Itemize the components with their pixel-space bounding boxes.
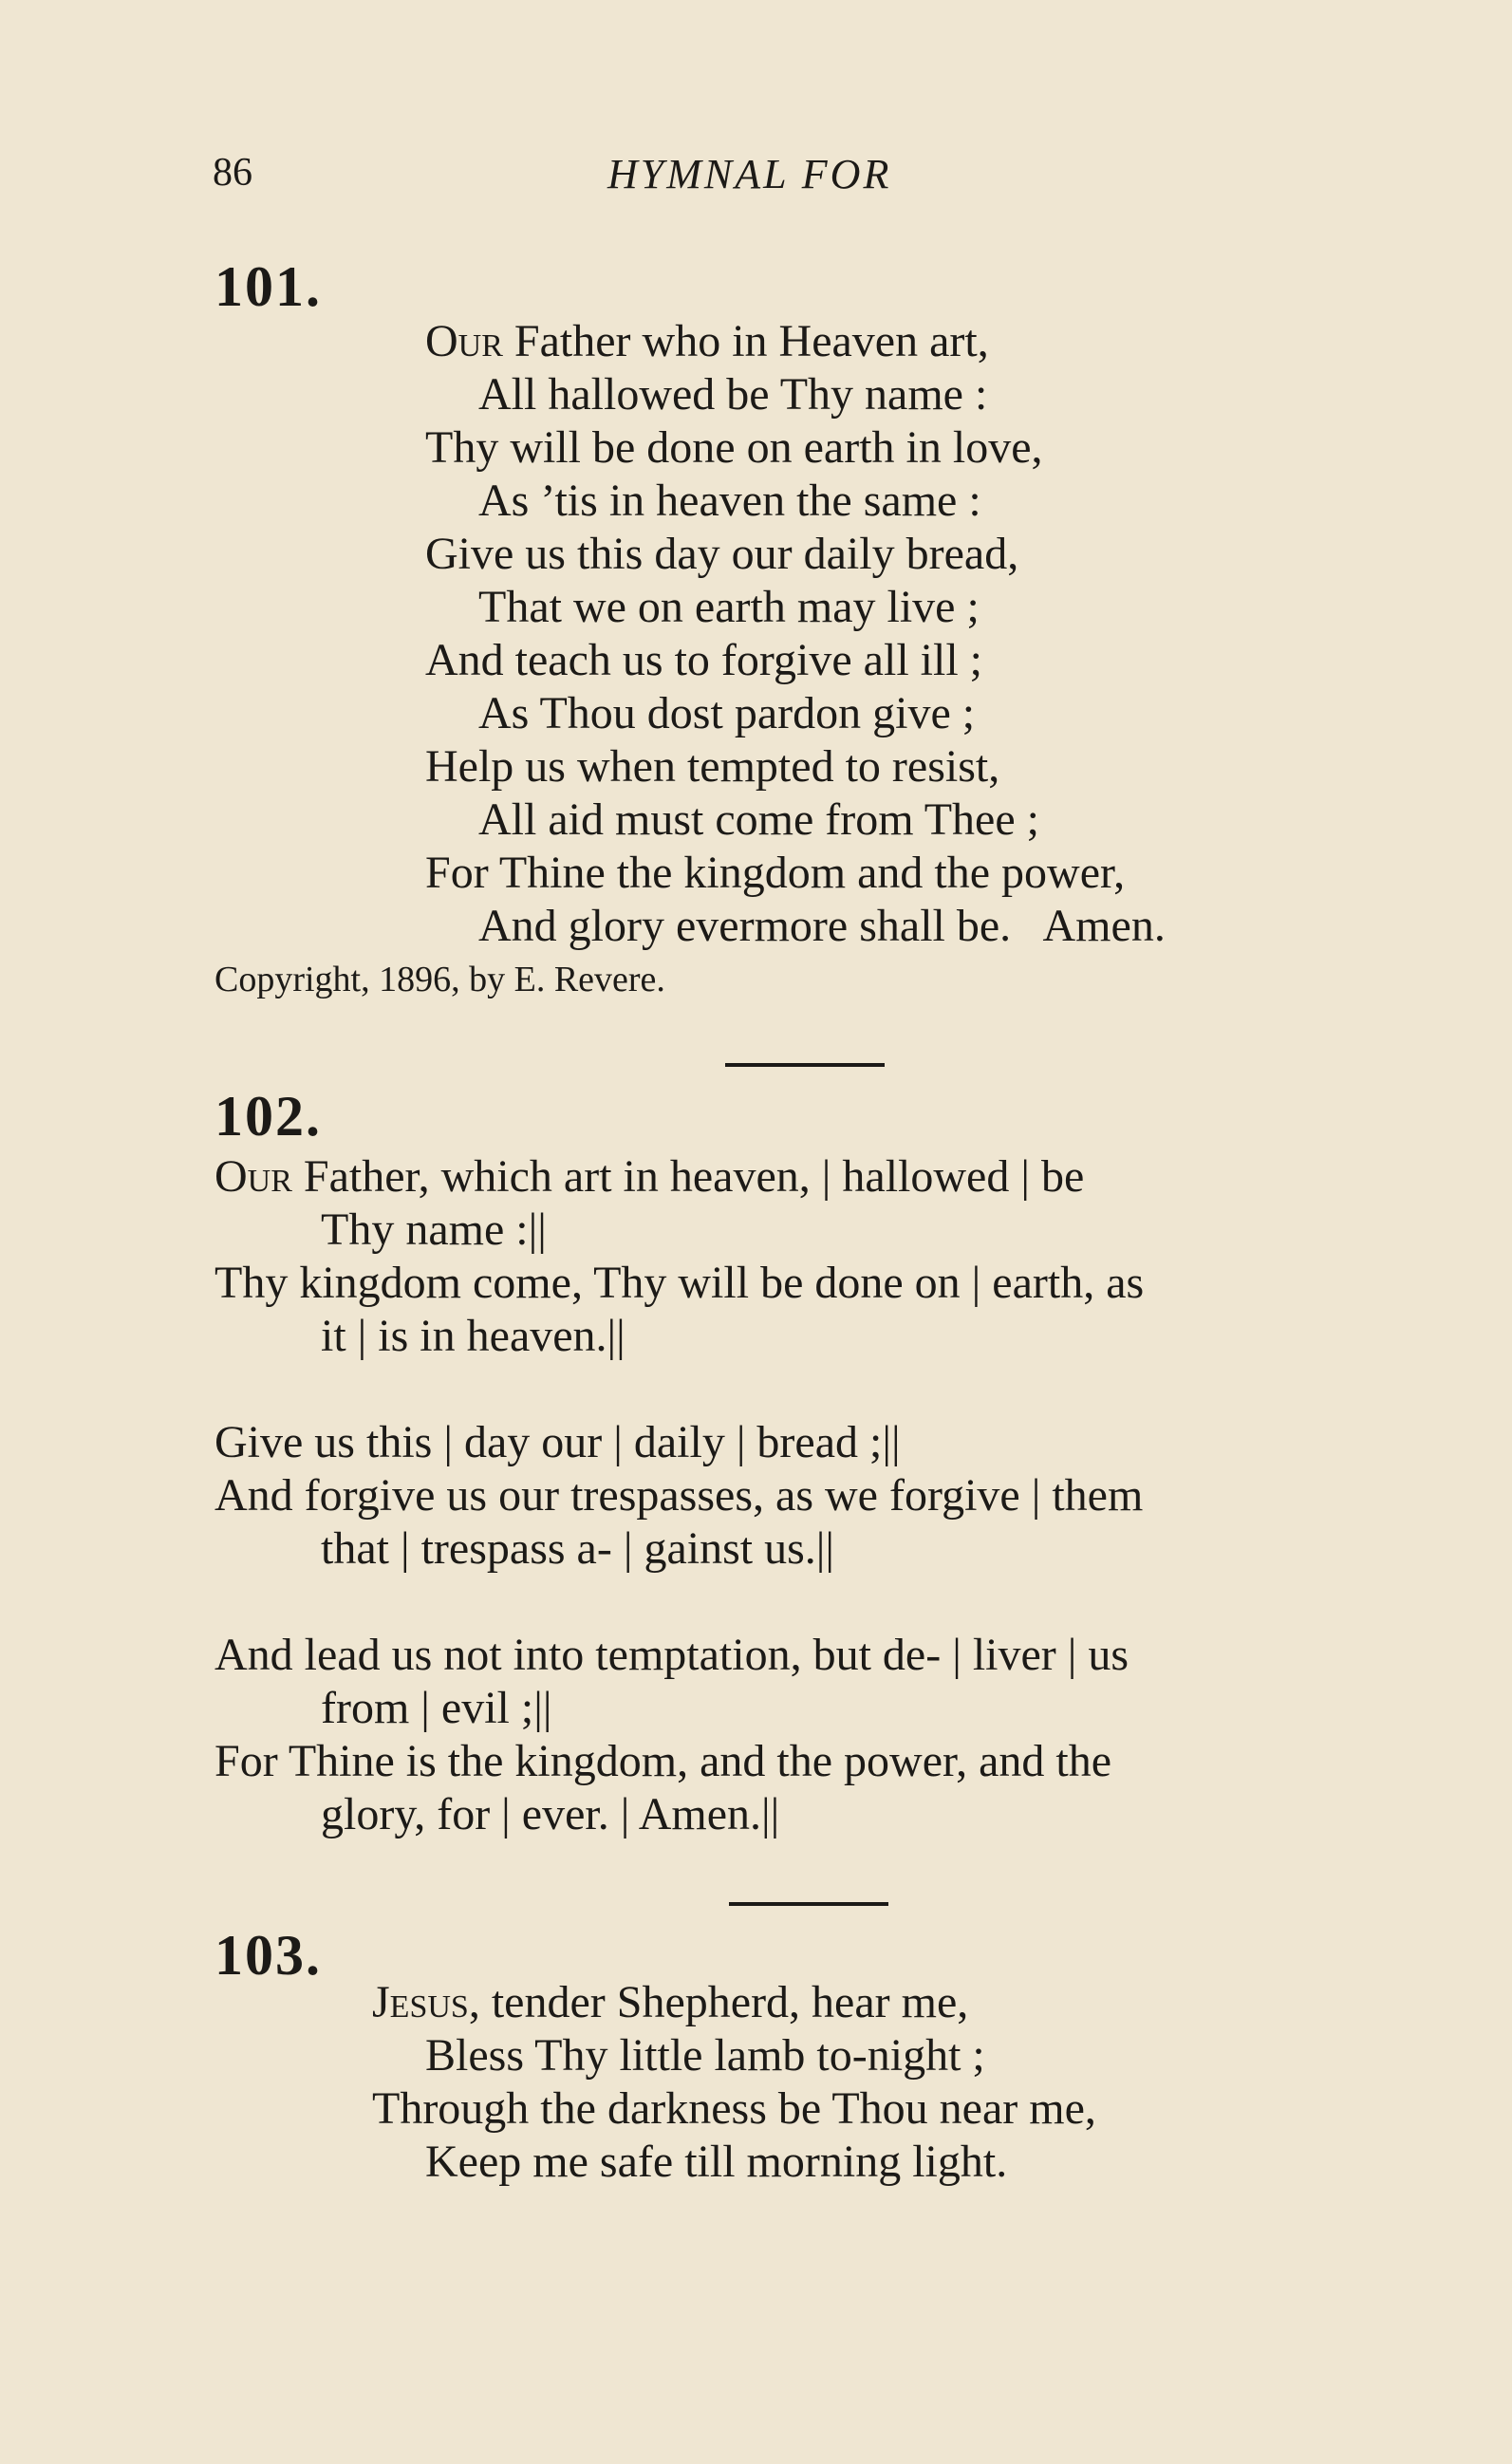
hymn-101-line-1 xyxy=(425,315,989,368)
hymn-102-line-3: Thy kingdom come, Thy will be done on | earth, as xyxy=(215,1258,1145,1308)
hymn-101-line-8: As Thou dost pardon give ; xyxy=(478,688,976,738)
initial-word: Jesus xyxy=(372,1977,469,2027)
hymn-101-line-2: All hallowed be Thy name : xyxy=(478,369,988,420)
hymn-101-line-3: Thy will be done on earth in love, xyxy=(425,422,1043,473)
hymn-102-line-9: from | evil ;|| xyxy=(321,1683,552,1733)
hymn-101-line-6: That we on earth may live ; xyxy=(478,582,980,632)
initial-word: Our xyxy=(215,1151,292,1202)
hymn-101-line-10: All aid must come from Thee ; xyxy=(478,794,1039,845)
section-divider xyxy=(725,1063,885,1067)
hymn-102-line-6: And forgive us our trespasses, as we forgive | them xyxy=(215,1470,1144,1521)
hymn-102-line-7: that | trespass a- | gainst us.|| xyxy=(321,1523,835,1574)
section-divider xyxy=(729,1902,888,1906)
hymn-101-line-5: Give us this day our daily bread, xyxy=(425,529,1019,579)
hymn-101-line-9: Help us when tempted to resist, xyxy=(425,741,1000,792)
hymn-102-line-8: And lead us not into temptation, but de- | liver | us xyxy=(215,1630,1129,1680)
hymn-102-line-2: Thy name :|| xyxy=(321,1204,547,1255)
hymn-101-line-7: And teach us to forgive all ill ; xyxy=(425,635,982,685)
hymn-103-line-2: Bless Thy little lamb to-night ; xyxy=(425,2030,985,2081)
hymn-101-line-11: For Thine the kingdom and the power, xyxy=(425,848,1126,898)
hymn-102-line-10: For Thine is the kingdom, and the power, and the xyxy=(215,1736,1112,1786)
hymn-103-line-4: Keep me safe till morning light. xyxy=(425,2137,1008,2187)
hymn-number-101: 101. xyxy=(215,255,322,318)
line-text: Father who in Heaven art, xyxy=(502,316,989,366)
hymn-101-line-12: And glory evermore shall be. Amen. xyxy=(478,901,1166,951)
hymn-103-line-1 xyxy=(372,1976,968,2029)
page-number: 86 xyxy=(213,151,252,195)
hymn-number-103: 103. xyxy=(215,1924,322,1987)
hymn-number-102: 102. xyxy=(215,1085,322,1148)
initial-word: Our xyxy=(425,316,503,366)
hymn-102-line-11: glory, for | ever. | Amen.|| xyxy=(321,1789,780,1839)
running-title: HYMNAL FOR xyxy=(607,151,892,197)
copyright-note: Copyright, 1896, by E. Revere. xyxy=(215,960,665,999)
line-text: Father, which art in heaven, | hallowed | be xyxy=(291,1151,1085,1202)
hymn-102-line-5: Give us this | day our | daily | bread ;|| xyxy=(215,1417,901,1467)
hymn-102-line-4: it | is in heaven.|| xyxy=(321,1311,625,1361)
line-text: , tender Shepherd, hear me, xyxy=(468,1977,969,2027)
hymn-103-line-3: Through the darkness be Thou near me, xyxy=(372,2083,1096,2134)
hymn-101-line-4: As ’tis in heaven the same : xyxy=(478,476,981,526)
hymn-102-line-1 xyxy=(215,1150,1084,1204)
